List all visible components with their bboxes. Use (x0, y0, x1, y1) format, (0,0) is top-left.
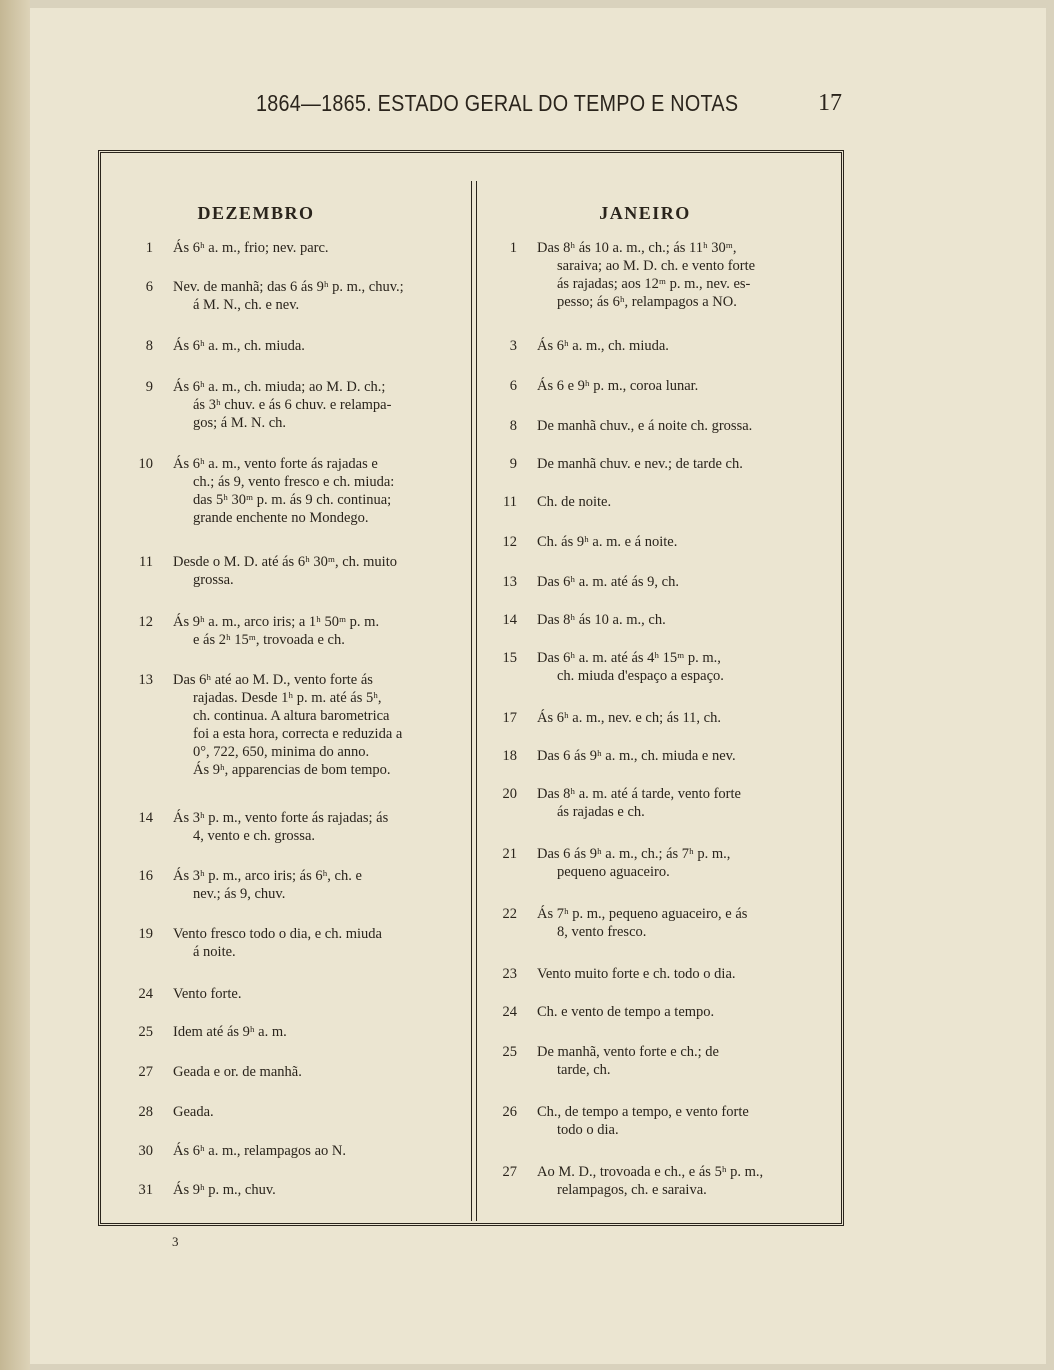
entry-text (537, 337, 819, 355)
entry-line: Das 8ʰ ás 10 a. m., ch.; ás 11ʰ 30ᵐ, (537, 240, 737, 256)
day-number: 23 (502, 966, 517, 982)
entry-line: ás rajadas; aos 12ᵐ p. m., nev. es- (557, 276, 751, 292)
day-number: 3 (509, 338, 517, 354)
entry-text (537, 239, 819, 311)
entry-line: ch. continua. A altura barometrica (193, 708, 390, 724)
entry-text (173, 553, 455, 589)
entry-line: Ás 6ʰ a. m., ch. miuda. (173, 338, 305, 354)
entry-text (173, 1063, 455, 1081)
entry-line: Das 6 ás 9ʰ a. m., ch.; ás 7ʰ p. m., (537, 846, 731, 862)
entry-line: Ás 9ʰ, apparencias de bom tempo. (193, 762, 391, 778)
day-number: 1 (145, 240, 153, 256)
entry-line: ás rajadas e ch. (557, 804, 645, 820)
day-number: 27 (138, 1064, 153, 1080)
entry-line: Ás 6ʰ a. m., nev. e ch; ás 11, ch. (537, 710, 721, 726)
entry-text (537, 377, 819, 395)
day-number: 9 (509, 456, 517, 472)
entry-line: ás 3ʰ chuv. e ás 6 chuv. e relampa- (193, 397, 392, 413)
entry-text (537, 455, 819, 473)
entry-line: Nev. de manhã; das 6 ás 9ʰ p. m., chuv.; (173, 279, 404, 295)
entry-line: tarde, ch. (557, 1062, 611, 1078)
book-spine (0, 0, 30, 1370)
entry-line: Ás 6ʰ a. m., ch. miuda; ao M. D. ch.; (173, 379, 386, 395)
entry-text (173, 867, 455, 903)
entry-line: Desde o M. D. até ás 6ʰ 30ᵐ, ch. muito (173, 554, 397, 570)
day-number: 26 (502, 1104, 517, 1120)
entry-text (173, 985, 455, 1003)
entry-line: Ás 6 e 9ʰ p. m., coroa lunar. (537, 378, 699, 394)
day-number: 30 (138, 1143, 153, 1159)
entry-line: pesso; ás 6ʰ, relampagos a NO. (557, 294, 737, 310)
day-number: 24 (502, 1004, 517, 1020)
entry-line: Ás 6ʰ a. m., frio; nev. parc. (173, 240, 329, 256)
day-number: 14 (138, 810, 153, 826)
entry-text (537, 1043, 819, 1079)
entry-line: rajadas. Desde 1ʰ p. m. até ás 5ʰ, (193, 690, 382, 706)
day-number: 8 (145, 338, 153, 354)
entry-text (537, 747, 819, 765)
page-title: 1864—1865. ESTADO GERAL DO TEMPO E NOTAS (256, 90, 739, 116)
entry-text (173, 613, 455, 649)
month-title-december: DEZEMBRO (197, 203, 315, 223)
day-number: 13 (138, 672, 153, 688)
entry-line: 4, vento e ch. grossa. (193, 828, 316, 844)
entry-line: e ás 2ʰ 15ᵐ, trovoada e ch. (193, 632, 345, 648)
weather-table (98, 150, 844, 1226)
entry-line: foi a esta hora, correcta e reduzida a (193, 726, 403, 742)
entry-line: Ás 6ʰ a. m., ch. miuda. (537, 338, 669, 354)
entry-line: das 5ʰ 30ᵐ p. m. ás 9 ch. continua; (193, 492, 392, 508)
day-number: 11 (139, 554, 153, 570)
entry-text (173, 809, 455, 845)
day-number: 12 (502, 534, 517, 550)
day-number: 9 (145, 379, 153, 395)
day-number: 14 (502, 612, 517, 628)
entry-text (173, 239, 455, 257)
day-number: 6 (145, 279, 153, 295)
entry-text (537, 1103, 819, 1139)
entry-text (537, 1003, 819, 1021)
day-number: 20 (502, 786, 517, 802)
entry-line: Ás 9ʰ p. m., chuv. (173, 1182, 276, 1198)
day-number: 10 (138, 456, 153, 472)
entry-text (173, 671, 455, 779)
entry-line: Das 6ʰ a. m. até ás 9, ch. (537, 574, 679, 590)
entry-text (537, 905, 819, 941)
entry-text (173, 925, 455, 961)
entry-line: Ás 3ʰ p. m., arco iris; ás 6ʰ, ch. e (173, 868, 362, 884)
entry-text (173, 1142, 455, 1160)
day-number: 15 (502, 650, 517, 666)
day-number: 17 (502, 710, 517, 726)
entry-line: á M. N., ch. e nev. (193, 297, 300, 313)
day-number: 13 (502, 574, 517, 590)
entry-text (537, 709, 819, 727)
entry-text (537, 493, 819, 511)
entry-line: ch.; ás 9, vento fresco e ch. miuda: (193, 474, 395, 490)
entry-line: grossa. (193, 572, 234, 588)
entry-line: saraiva; ao M. D. ch. e vento forte (557, 258, 756, 274)
entry-text (537, 649, 819, 685)
entry-line: ch. miuda d'espaço a espaço. (557, 668, 724, 684)
entry-line: Das 6ʰ até ao M. D., vento forte ás (173, 672, 373, 688)
entry-line: Das 8ʰ ás 10 a. m., ch. (537, 612, 666, 628)
entry-line: Das 8ʰ a. m. até á tarde, vento forte (537, 786, 741, 802)
entry-text (537, 611, 819, 629)
entry-line: gos; á M. N. ch. (193, 415, 287, 431)
entry-line: Ch. e vento de tempo a tempo. (537, 1004, 715, 1020)
book-page (30, 8, 1046, 1364)
entry-line: De manhã chuv. e nev.; de tarde ch. (537, 456, 743, 472)
entry-line: Vento forte. (173, 986, 242, 1002)
day-number: 16 (138, 868, 153, 884)
day-number: 6 (509, 378, 517, 394)
entry-line: Vento fresco todo o dia, e ch. miuda (173, 926, 382, 942)
entry-line: relampagos, ch. e saraiva. (557, 1182, 707, 1198)
entry-text (173, 455, 455, 527)
entry-text (537, 533, 819, 551)
entry-line: Das 6 ás 9ʰ a. m., ch. miuda e nev. (537, 748, 736, 764)
column-divider (471, 181, 477, 1221)
page-number: 17 (818, 90, 842, 116)
entry-line: De manhã chuv., e á noite ch. grossa. (537, 418, 753, 434)
entry-text (537, 785, 819, 821)
entry-line: Ch. ás 9ʰ a. m. e á noite. (537, 534, 678, 550)
entry-line: Ch., de tempo a tempo, e vento forte (537, 1104, 749, 1120)
entry-line: Vento muito forte e ch. todo o dia. (537, 966, 736, 982)
day-number: 27 (502, 1164, 517, 1180)
entry-line: Ao M. D., trovoada e ch., e ás 5ʰ p. m., (537, 1164, 764, 1180)
entry-text (537, 965, 819, 983)
entry-line: Geada. (173, 1104, 214, 1120)
day-number: 21 (502, 846, 517, 862)
entry-line: 0°, 722, 650, minima do anno. (193, 744, 370, 760)
entry-line: 8, vento fresco. (557, 924, 647, 940)
entry-text (173, 1103, 455, 1121)
day-number: 18 (502, 748, 517, 764)
day-number: 25 (138, 1024, 153, 1040)
day-number: 8 (509, 418, 517, 434)
day-number: 28 (138, 1104, 153, 1120)
entry-line: Das 6ʰ a. m. até ás 4ʰ 15ᵐ p. m., (537, 650, 721, 666)
day-number: 12 (138, 614, 153, 630)
entry-line: Ás 6ʰ a. m., vento forte ás rajadas e (173, 456, 378, 472)
day-number: 1 (509, 240, 517, 256)
entry-line: Idem até ás 9ʰ a. m. (173, 1024, 287, 1040)
day-number: 25 (502, 1044, 517, 1060)
entry-line: De manhã, vento forte e ch.; de (537, 1044, 719, 1060)
page-header (30, 90, 1046, 124)
entry-line: nev.; ás 9, chuv. (193, 886, 286, 902)
entry-line: pequeno aguaceiro. (557, 864, 670, 880)
entry-text (537, 573, 819, 591)
entry-text (173, 378, 455, 432)
entry-line: Ch. de noite. (537, 494, 612, 510)
entry-line: á noite. (193, 944, 236, 960)
entry-line: Ás 3ʰ p. m., vento forte ás rajadas; ás (173, 810, 389, 826)
entry-line: Ás 7ʰ p. m., pequeno aguaceiro, e ás (537, 906, 748, 922)
month-title-january: JANEIRO (599, 203, 691, 223)
entry-line: grande enchente no Mondego. (193, 510, 369, 526)
entry-text (537, 845, 819, 881)
entry-text (537, 417, 819, 435)
entry-text (173, 1023, 455, 1041)
day-number: 24 (138, 986, 153, 1002)
signature-mark: 3 (172, 1234, 179, 1249)
entry-line: Ás 6ʰ a. m., relampagos ao N. (173, 1143, 346, 1159)
entry-text (173, 278, 455, 314)
entry-line: todo o dia. (557, 1122, 619, 1138)
day-number: 22 (502, 906, 517, 922)
entry-text (173, 337, 455, 355)
entry-line: Ás 9ʰ a. m., arco iris; a 1ʰ 50ᵐ p. m. (173, 614, 380, 630)
entry-line: Geada e or. de manhã. (173, 1064, 302, 1080)
day-number: 31 (138, 1182, 153, 1198)
entry-text (173, 1181, 455, 1199)
day-number: 11 (503, 494, 517, 510)
day-number: 19 (138, 926, 153, 942)
entry-text (537, 1163, 819, 1199)
